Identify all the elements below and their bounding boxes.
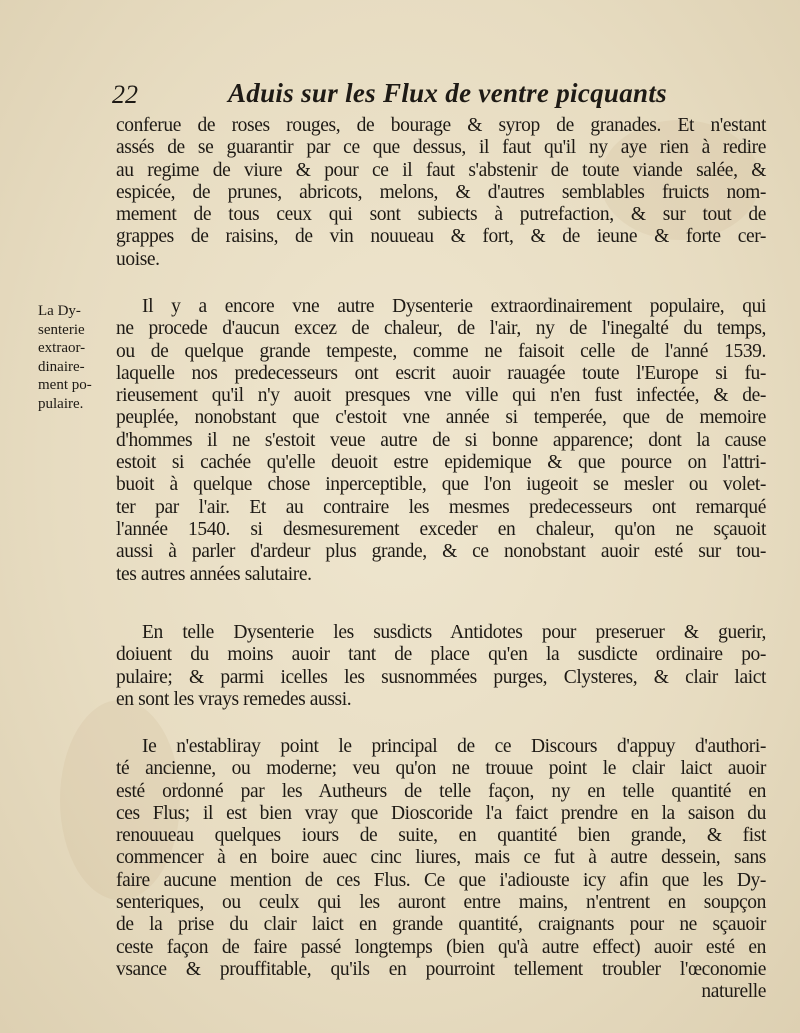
text-line: commencer à en boire auec cinc liures, mais ce fut à autre dessein, sans (116, 847, 766, 869)
text-line: conferue de roses rouges, de bourage & syrop de granades. Et n'estant (116, 115, 766, 136)
text-line: assés de se guarantir par ce que dessus, il faut qu'il ny aye rien à redire (116, 137, 766, 159)
paragraph-3 (116, 622, 766, 711)
text-line: té ancienne, ou moderne; veu qu'on ne trouue point le clair laict auoir (116, 758, 766, 780)
text-line: mement de tous ceux qui sont subiects à putrefaction, & sur tout de (116, 204, 766, 226)
margin-note-line: senterie (38, 321, 85, 338)
text-line: senteriques, ou ceulx qui les auront entre mains, n'entrent en soupçon (116, 892, 766, 914)
text-line: aussi à parler d'ardeur plus grande, & ce nonobstant auoir esté sur tou- (116, 541, 766, 563)
running-title: Aduis sur les Flux de ventre picquants (228, 78, 667, 108)
text-line: grappes de raisins, de vin nouueau & fort, & de ieune & forte cer- (116, 226, 766, 248)
text-line: espicée, de prunes, abricots, melons, & d'autres semblables fruicts nom- (116, 181, 766, 203)
paragraph-1 (116, 115, 766, 271)
page-header (112, 78, 752, 112)
text-line: d'hommes il ne s'estoit veue autre de si bonne apparence; dont la cause (116, 429, 766, 451)
text-line: laquelle nos predecesseurs ont escrit auoir rauagée toute l'Europe si fu- (116, 362, 766, 384)
text-line: tes autres années salutaire. (116, 563, 312, 585)
text-line: en sont les vrays remedes aussi. (116, 688, 352, 710)
text-line: buoit à quelque chose inperceptible, que l'on iugeoit se mesler ou volet- (116, 474, 766, 496)
paragraph-4 (116, 736, 766, 1004)
text-line: peuplée, nonobstant que c'estoit vne année si temperée, que de memoire (116, 407, 766, 429)
margin-note-line: ment po- (38, 377, 92, 393)
text-line: ne procede d'aucun excez de chaleur, de l'air, ny de l'inegalté du temps, (116, 318, 766, 340)
text-line: l'année 1540. si desmesurement exceder en chaleur, qu'on ne sçauoit (116, 518, 766, 540)
margin-note-line: extraor- (38, 340, 86, 356)
text-line: ou de quelque grande tempeste, comme ne faisoit celle de l'anné 1539. (116, 340, 766, 362)
text-line: En telle Dysenterie les susdicts Antidotes pour preseruer & guerir, (142, 622, 766, 643)
margin-note-line: La Dy- (38, 303, 81, 319)
text-line: Ie n'establiray point le principal de ce Discours d'appuy d'authori- (142, 736, 766, 757)
text-line: uoise. (116, 248, 160, 270)
paragraph-2 (116, 296, 766, 586)
text-line: doiuent du moins auoir tant de place qu'en la susdicte ordinaire po- (116, 644, 766, 666)
text-line: de la prise du clair laict en grande quantité, craignants pour ne sçauoir (116, 914, 766, 936)
text-line: au regime de viure & pour ce il faut s'abstenir de toute viande salée, & (116, 159, 766, 181)
margin-note-line: dinaire- (38, 358, 85, 375)
catchword: naturelle (701, 981, 766, 1003)
margin-note (38, 302, 108, 413)
text-line: esté ordonné par les Autheurs de telle façon, ny en telle quantité en (116, 780, 766, 802)
page-number: 22 (112, 80, 138, 109)
text-line: pulaire; & parmi icelles les susnommées purges, Clysteres, & clair laict (116, 666, 766, 688)
text-line: ter par l'air. Et au contraire les mesmes predecesseurs ont remarqué (116, 496, 766, 518)
text-line: ceste façon de faire passé longtemps (bien qu'à autre effect) auoir esté en (116, 936, 766, 958)
text-line: estoit si cachée qu'elle deuoit estre epidemique & que pource on l'attri- (116, 452, 766, 474)
text-line: vsance & prouffitable, qu'ils en pourroint tellement troubler l'œconomie (116, 958, 766, 980)
text-line: rieusement qu'il n'y auoit presques vne ville qui n'en fust infectée, & de- (116, 385, 766, 407)
text-line: renouueau quelques iours de suite, en quantité bien grande, & fist (116, 825, 766, 847)
margin-note-line: pulaire. (38, 395, 84, 412)
text-line: ces Flus; il est bien vray que Dioscoride l'a faict prendre en la saison du (116, 802, 766, 824)
text-line: Il y a encore vne autre Dysenterie extraordinairement populaire, qui (142, 296, 766, 317)
text-line: faire aucune mention de ces Flus. Ce que i'adiouste icy afin que les Dy- (116, 869, 766, 891)
